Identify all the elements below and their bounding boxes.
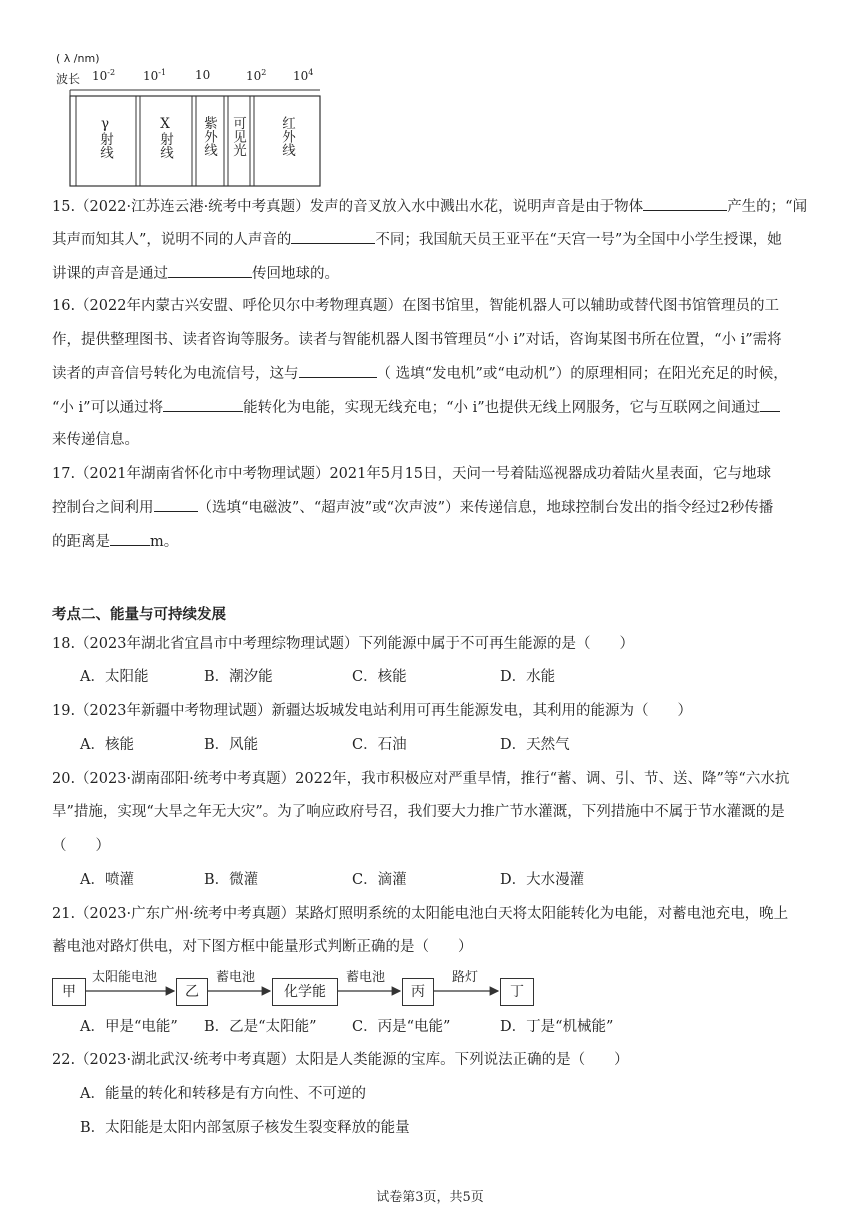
q22-stem: 22.（2023·湖北武汉·统考中考真题）太阳是人类能源的宝库。下列说法正确的是（ ）	[52, 1052, 629, 1068]
q15-text-2b: 不同；我国航天员王亚平在“天宫一号”为全国中小学生授课，她	[375, 232, 782, 248]
q19-option-a[interactable]: A．核能	[80, 737, 134, 753]
answer-blank[interactable]	[110, 531, 150, 546]
q20-text-1: 20.（2023·湖南邵阳·统考中考真题）2022年，我市积极应对严重旱情，推行“蓄、调、引、节、送、降”等“六水抗	[52, 771, 790, 787]
q20-option-b[interactable]: B．微灌	[204, 872, 259, 888]
q20-option-a[interactable]: A．喷灌	[80, 872, 134, 888]
q17-text-2b: （选填“电磁波”、“超声波”或“次声波”）来传递信息，地球控制台发出的指令经过2秒传播	[197, 500, 774, 516]
answer-blank[interactable]	[760, 397, 780, 412]
q21-option-b[interactable]: B．乙是“太阳能”	[204, 1019, 317, 1035]
answer-blank[interactable]	[299, 363, 377, 378]
q18-stem: 18.（2023年湖北省宜昌市中考理综物理试题）下列能源中属于不可再生能源的是（ ）	[52, 636, 634, 652]
q15-text-3b: 传回地球的。	[252, 266, 339, 282]
q20-text-3: （ ）	[52, 838, 110, 854]
q22-option-b[interactable]: B．太阳能是太阳内部氢原子核发生裂变释放的能量	[80, 1120, 410, 1136]
q18-option-b[interactable]: B．潮汐能	[204, 669, 273, 685]
answer-blank[interactable]	[291, 229, 375, 244]
flow-box-jia: 甲	[52, 978, 86, 1006]
q15-text-3a: 讲课的声音是通过	[52, 266, 168, 282]
q19-option-b[interactable]: B．风能	[204, 737, 259, 753]
flow-box-yi: 乙	[176, 978, 208, 1006]
q18-option-d[interactable]: D．水能	[500, 669, 556, 685]
q17-text-3a: 的距离是	[52, 534, 110, 550]
flow-label-battery-1: 蓄电池	[216, 970, 256, 985]
section-heading: 考点二、能量与可持续发展	[52, 607, 226, 623]
q15-text-2a: 其声而知其人”，说明不同的人声音的	[52, 232, 292, 248]
band-infrared: 红外线	[279, 116, 295, 157]
page-footer: 试卷第3页，共5页	[376, 1190, 484, 1205]
q18-option-c[interactable]: C．核能	[352, 669, 407, 685]
q16-text-1: 16.（2022年内蒙古兴安盟、呼伦贝尔中考物理真题）在图书馆里，智能机器人可以辅助或替代图书馆管理员的工	[52, 298, 779, 314]
q21-text-1: 21.（2023·广东广州·统考中考真题）某路灯照明系统的太阳能电池白天将太阳能转化为电能，对蓄电池充电，晚上	[52, 906, 789, 922]
flow-label-solar-cell: 太阳能电池	[92, 970, 158, 985]
q16-text-5: 来传递信息。	[52, 432, 139, 448]
q17-text-3b: m。	[150, 534, 179, 550]
q21-option-c[interactable]: C．丙是“电能”	[352, 1019, 451, 1035]
band-gamma: γ射线	[97, 116, 113, 159]
q20-option-d[interactable]: D．大水漫灌	[500, 872, 585, 888]
spectrum-axis-label: 波长	[56, 72, 81, 86]
flow-box-chemical: 化学能	[272, 978, 338, 1006]
q17-text-2a: 控制台之间利用	[52, 500, 154, 516]
energy-flow-diagram	[50, 966, 540, 1010]
band-xray: X射线	[157, 116, 173, 159]
q16-text-4b: 能转化为电能，实现无线充电；“小 i”也提供无线上网服务，它与互联网之间通过	[243, 400, 761, 416]
q19-stem: 19.（2023年新疆中考物理试题）新疆达坂城发电站利用可再生能源发电，其利用的能源为（ ）	[52, 703, 692, 719]
q19-option-c[interactable]: C．石油	[352, 737, 407, 753]
q20-option-c[interactable]: C．滴灌	[352, 872, 407, 888]
spectrum-tick-1: $10^{-2}$	[92, 68, 116, 83]
q19-option-d[interactable]: D．天然气	[500, 737, 570, 753]
flow-label-battery-2: 蓄电池	[346, 970, 386, 985]
q20-text-2: 旱”措施，实现“大旱之年无大灾”。为了响应政府号召，我们要大力推广节水灌溉，下列措施中不属于节水灌溉的是	[52, 804, 785, 820]
answer-blank[interactable]	[168, 263, 252, 278]
q16-text-3b: （ 选填“发电机”或“电动机”）的原理相同；在阳光充足的时候，	[376, 366, 788, 382]
q18-option-a[interactable]: A．太阳能	[80, 669, 149, 685]
spectrum-figure	[50, 50, 330, 190]
flow-box-bing: 丙	[402, 978, 434, 1006]
spectrum-tick-4: $10^2$	[246, 68, 267, 83]
q16-text-3a: 读者的声音信号转化为电流信号，这与	[52, 366, 299, 382]
answer-blank[interactable]	[643, 196, 727, 211]
q21-option-d[interactable]: D．丁是“机械能”	[500, 1019, 614, 1035]
flow-box-ding: 丁	[500, 978, 534, 1006]
band-visible: 可见光	[230, 116, 246, 157]
spectrum-unit: ( λ /nm)	[56, 52, 100, 65]
spectrum-tick-5: $10^4$	[293, 68, 314, 83]
q22-option-a[interactable]: A．能量的转化和转移是有方向性、不可逆的	[80, 1086, 366, 1102]
q17-text-1: 17.（2021年湖南省怀化市中考物理试题）2021年5月15日，天问一号着陆巡视器成功着陆火星表面，它与地球	[52, 466, 772, 482]
q21-option-a[interactable]: A．甲是“电能”	[80, 1019, 178, 1035]
spectrum-tick-3: 10	[195, 68, 211, 82]
spectrum-tick-2: $10^{-1}$	[143, 68, 167, 83]
flow-label-street-lamp: 路灯	[452, 970, 479, 985]
answer-blank[interactable]	[154, 497, 198, 512]
answer-blank[interactable]	[163, 397, 243, 412]
band-uv: 紫外线	[201, 116, 217, 157]
q15-text-1b: 产生的；“闻	[727, 199, 808, 215]
q15-text-1a: 15.（2022·江苏连云港·统考中考真题）发声的音叉放入水中溅出水花，说明声音是由于物体	[52, 199, 644, 215]
q21-text-2: 蓄电池对路灯供电，对下图方框中能量形式判断正确的是（ ）	[52, 939, 473, 955]
q16-text-4a: “小 i”可以通过将	[52, 400, 164, 416]
q16-text-2: 作，提供整理图书、读者咨询等服务。读者与智能机器人图书管理员“小 i”对话，咨询某图书所在位置，“小 i”需将	[52, 332, 782, 348]
